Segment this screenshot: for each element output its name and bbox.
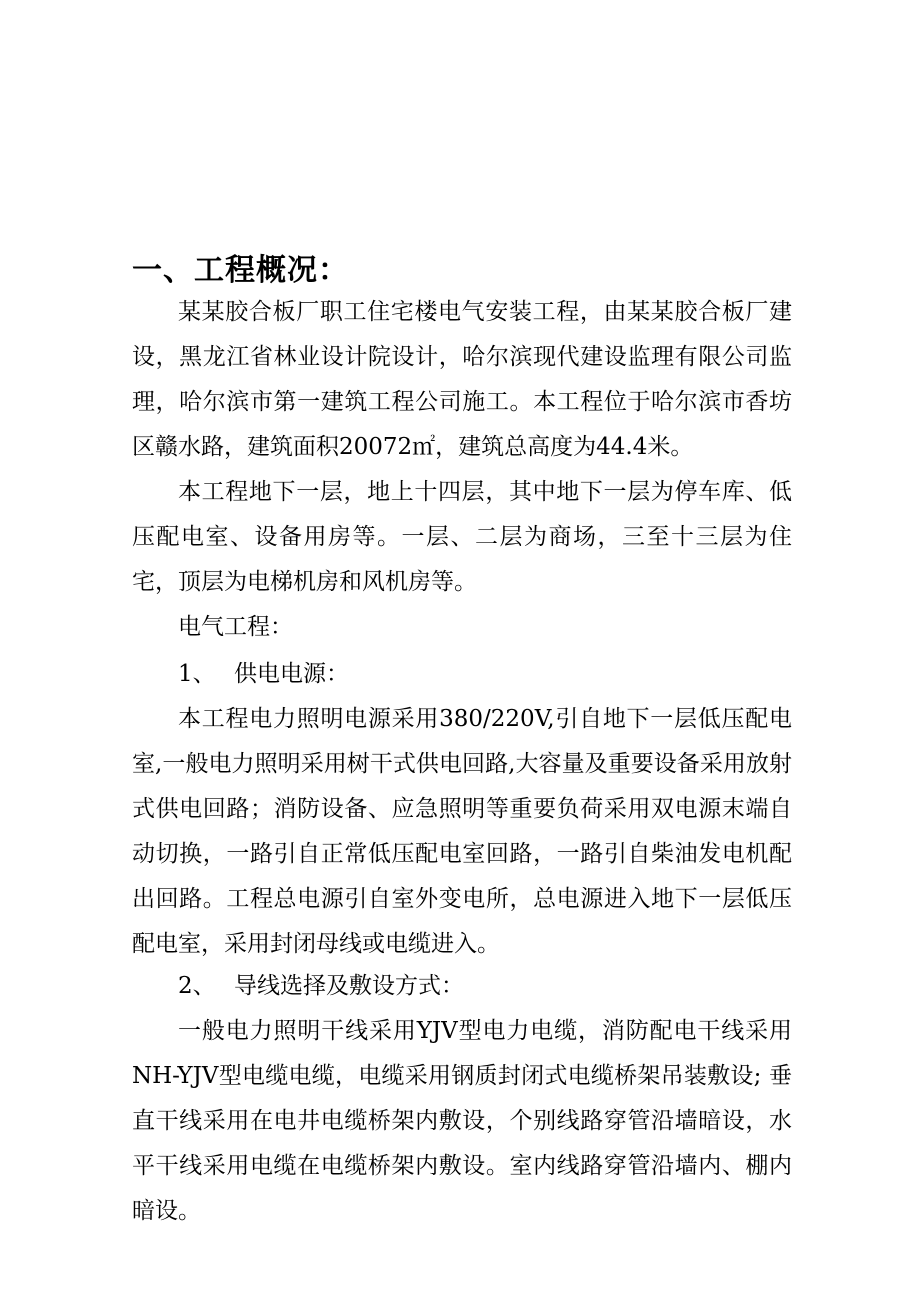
item-2-number: 2、: [178, 973, 216, 999]
item-2-title: 导线选择及敷设方式：: [234, 973, 464, 999]
item-2-heading: [178, 964, 464, 1009]
electrical-engineering-label: 电气工程：: [178, 614, 293, 640]
section-heading: 一、工程概况：: [132, 253, 349, 288]
item-1-number: 1、: [178, 661, 216, 687]
wiring-paragraph: 一般电力照明干线采用YJV型电力电缆，消防配电干线采用NH-YJV型电缆电缆，电缆采用钢质封闭式电缆桥架吊装敷设; 垂直干线采用在电井电缆桥架内敷设，个别线路穿管沿墙暗设，水平干线采用电缆在电缆桥架内敷设。室内线路穿管沿墙内、棚内暗设。: [132, 1018, 792, 1224]
power-supply-paragraph: 本工程电力照明电源采用380/220V,引自地下一层低压配电室,一般电力照明采用树干式供电回路,大容量及重要设备采用放射式供电回路；消防设备、应急照明等重要负荷采用双电源末端自动切换，一路引自正常低压配电室回路，一路引自柴油发电机配出回路。工程总电源引自室外变电所，总电源进入地下一层低压配电室，采用封闭母线或电缆进入。: [132, 706, 792, 957]
project-overview-paragraph: 某某胶合板厂职工住宅楼电气安装工程，由某某胶合板厂建设，黑龙江省林业设计院设计，哈尔滨现代建设监理有限公司监理，哈尔滨市第一建筑工程公司施工。本工程位于哈尔滨市香坊区赣水路，建筑面积20072㎡，建筑总高度为44.4米。: [132, 299, 792, 460]
item-1-title: 供电电源：: [234, 661, 349, 687]
building-floors-paragraph: 本工程地下一层，地上十四层，其中地下一层为停车库、低压配电室、设备用房等。一层、二层为商场，三至十三层为住宅，顶层为电梯机房和风机房等。: [132, 479, 792, 595]
item-1-heading: [178, 652, 349, 697]
